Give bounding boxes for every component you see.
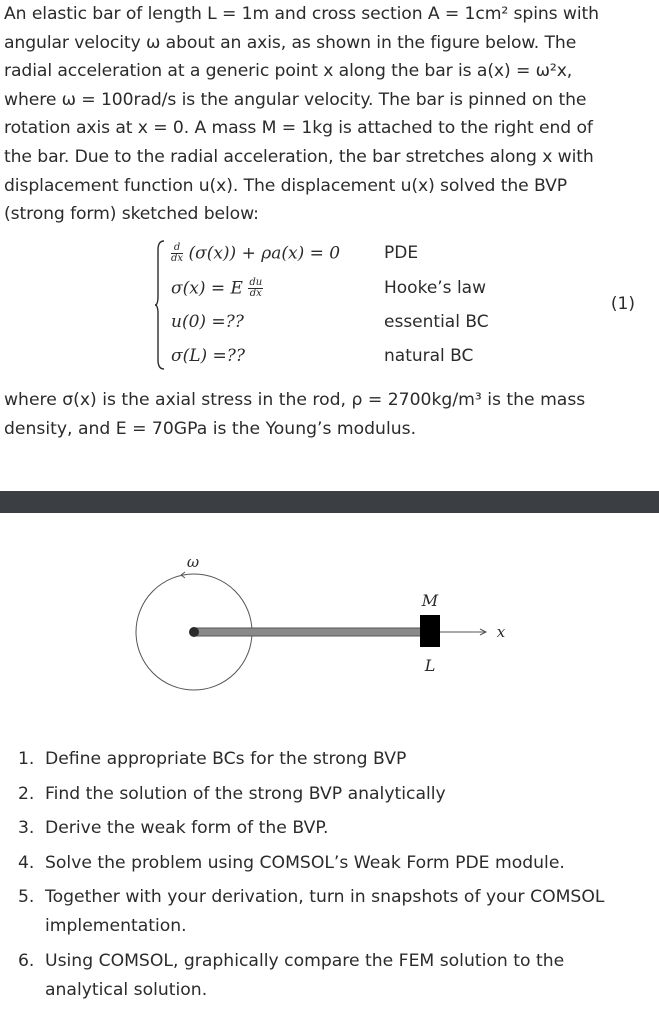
bvp-equation-system	[155, 238, 655, 374]
x-axis-label: x	[496, 623, 506, 641]
list-item-number: 4.	[18, 852, 35, 873]
list-item	[18, 883, 648, 941]
intro-line: angular velocity ω about an axis, as shown in the figure below. The	[4, 32, 577, 53]
list-item	[18, 849, 648, 878]
after-line: where σ(x) is the axial stress in the rod, ρ = 2700kg/m³ is the mass	[4, 390, 586, 410]
list-item-text: Together with your derivation, turn in snapshots of your COMSOL implementation.	[45, 887, 605, 936]
intro-line: An elastic bar of length L = 1m and cross section A = 1cm² spins with	[4, 4, 599, 24]
list-item-number: 2.	[18, 783, 35, 804]
list-item-number: 5.	[18, 887, 35, 907]
intro-line: (strong form) sketched below:	[4, 204, 259, 225]
equation-expression: σ(x) = E	[171, 278, 243, 299]
problem-statement	[4, 0, 654, 229]
fraction-denominator: dx	[249, 288, 262, 299]
fraction-numerator: du	[249, 277, 263, 288]
intro-line: where ω = 100rad/s is the angular velocity. The bar is pinned on the	[4, 89, 587, 110]
task-list	[18, 745, 648, 1010]
length-label: L	[424, 656, 436, 675]
equation-label-essential-bc: essential BC	[384, 312, 489, 332]
omega-label: ω	[186, 553, 200, 571]
equation-number: (1)	[610, 294, 635, 314]
equation-label-natural-bc: natural BC	[384, 346, 474, 366]
derivative-fraction	[248, 278, 263, 299]
list-item-number: 3.	[18, 818, 35, 838]
equation-natural-bc: σ(L) =??	[171, 346, 246, 366]
figure-canvas	[0, 530, 659, 700]
list-item-number: 6.	[18, 950, 35, 971]
list-item-text: Define appropriate BCs for the strong BVP	[45, 749, 407, 769]
fraction-denominator: dx	[171, 253, 184, 264]
intro-line: displacement function u(x). The displacement u(x) solved the BVP	[4, 175, 568, 196]
list-item-text: Find the solution of the strong BVP analytically	[45, 783, 446, 804]
list-item	[18, 780, 648, 809]
equation-expression: (σ(x)) + ρa(x) = 0	[188, 243, 341, 264]
left-brace	[155, 240, 165, 370]
equation-label-pde: PDE	[384, 243, 419, 263]
list-item	[18, 745, 648, 774]
elastic-rod	[194, 628, 422, 636]
derivative-fraction	[171, 243, 183, 264]
equation-pde	[171, 243, 340, 264]
parameters-text	[4, 386, 654, 444]
list-item-text: Solve the problem using COMSOL’s Weak Form PDE module.	[45, 852, 565, 873]
list-item-number: 1.	[18, 749, 35, 769]
list-item-text: Using COMSOL, graphically compare the FEM solution to the analytical solution.	[45, 950, 565, 1000]
attached-mass	[420, 615, 440, 647]
section-separator	[0, 491, 659, 513]
equation-hooke	[171, 278, 263, 299]
intro-line: the bar. Due to the radial acceleration, the bar stretches along x with	[4, 146, 594, 167]
equation-label-hooke: Hooke’s law	[384, 278, 486, 298]
list-item	[18, 947, 648, 1005]
spinning-bar-figure	[0, 530, 659, 700]
intro-line: radial acceleration at a generic point x along the bar is a(x) = ω²x,	[4, 61, 573, 82]
equation-essential-bc: u(0) =??	[171, 312, 244, 332]
fraction-numerator: d	[171, 243, 183, 254]
list-item-text: Derive the weak form of the BVP.	[45, 818, 329, 838]
pin-joint	[189, 627, 199, 637]
after-line: density, and E = 70GPa is the Young’s modulus.	[4, 419, 417, 439]
intro-line: rotation axis at x = 0. A mass M = 1kg is attached to the right end of	[4, 118, 593, 139]
list-item	[18, 814, 648, 843]
mass-label: M	[421, 591, 439, 610]
